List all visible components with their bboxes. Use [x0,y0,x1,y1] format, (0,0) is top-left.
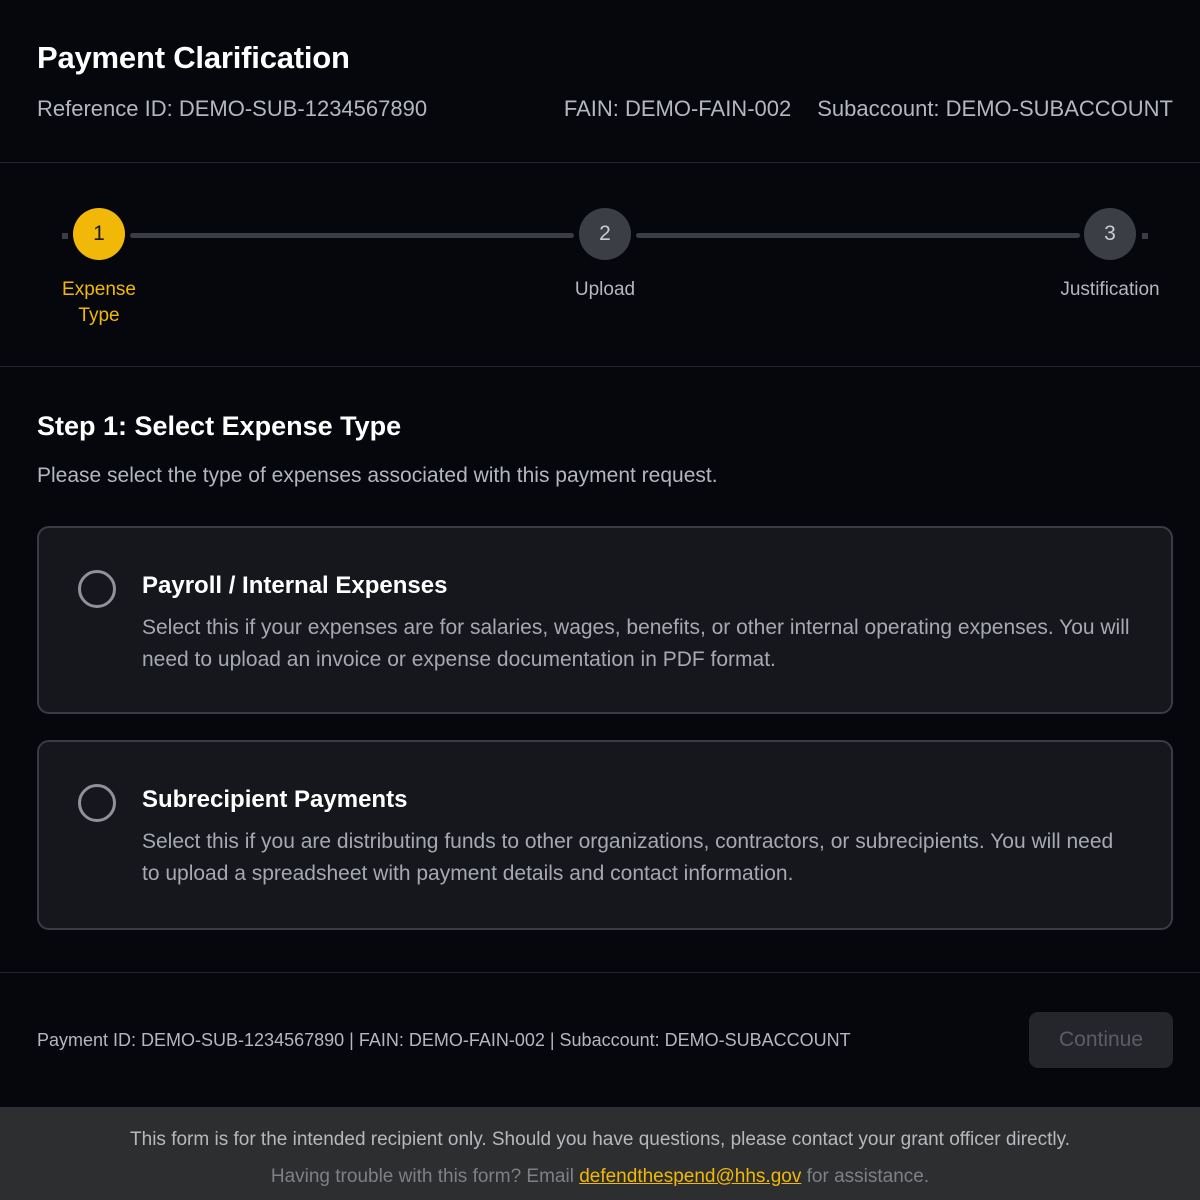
fain-value: FAIN: DEMO-FAIN-002 [563,96,792,121]
step-2-indicator [579,208,631,260]
step-3-indicator [1084,208,1136,260]
option-subrecipient-payments[interactable] [37,740,1173,930]
help-text [0,1166,1200,1188]
option-title: Payroll / Internal Expenses [142,572,448,599]
help-prefix: Having trouble with this form? Email [270,1166,580,1187]
continue-button[interactable]: Continue [1029,1012,1173,1068]
option-description: Select this if you are distributing funds to other organizations, contractors, or subrecipients. You will need to upload a spreadsheet with payment details and contact information. [142,830,1114,885]
step-1-label: Expense Type [62,279,136,326]
step-2-label: Upload [574,279,636,300]
subaccount-value: Subaccount: DEMO-SUBACCOUNT [817,96,1173,121]
step-1-indicator [73,208,125,260]
form-footer [0,972,1200,1107]
step-3-label: Justification [1060,279,1160,300]
step-description: Please select the type of expenses associated with this payment request. [37,464,718,487]
help-suffix: for assistance. [801,1166,930,1187]
step-content [0,411,1200,930]
page-header [0,0,1200,163]
option-description: Select this if your expenses are for salaries, wages, benefits, or other internal operating expenses. You will need to upload an invoice or expense documentation in PDF format. [142,616,1130,671]
radio-payroll[interactable] [78,570,116,608]
reference-id: Reference ID: DEMO-SUB-1234567890 [37,96,428,121]
option-payroll-internal[interactable] [37,526,1173,714]
step-1-number: 1 [93,222,105,245]
meta-row [37,96,1173,122]
support-email-link[interactable]: defendthespend@hhs.gov [579,1166,802,1187]
stepper-track-end [1142,233,1148,239]
notice-bar [0,1107,1200,1200]
stepper-track-start [62,233,68,239]
step-2-number: 2 [599,222,611,245]
radio-subrecipient[interactable] [78,784,116,822]
payment-ids: Payment ID: DEMO-SUB-1234567890 | FAIN: DEMO-FAIN-002 | Subaccount: DEMO-SUBACCOUNT [37,1029,851,1050]
stepper-track-1 [130,233,574,238]
option-title: Subrecipient Payments [142,786,408,813]
notice-text: This form is for the intended recipient only. Should you have questions, please contact your grant officer directly. [130,1129,1070,1150]
page-title: Payment Clarification [37,40,350,75]
step-3-number: 3 [1104,222,1116,245]
step-heading: Step 1: Select Expense Type [37,411,402,441]
stepper-track-2 [636,233,1080,238]
progress-stepper [0,163,1200,367]
